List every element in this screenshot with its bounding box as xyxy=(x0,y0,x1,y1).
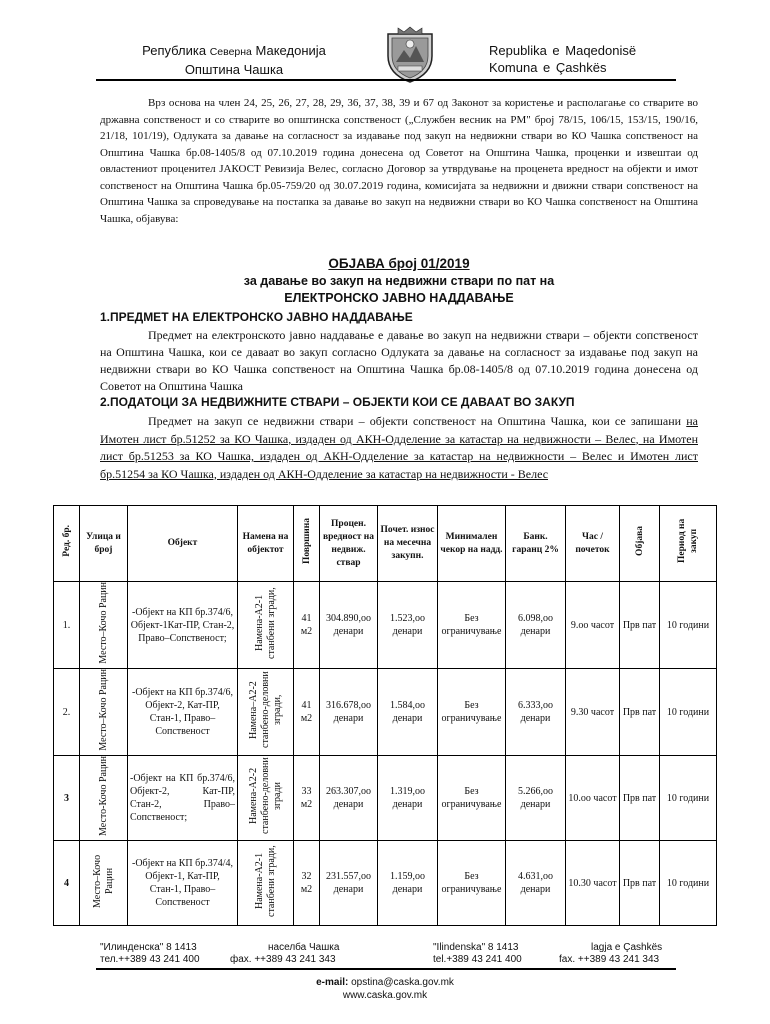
cell-no: 3 xyxy=(54,756,80,841)
municipality-name: Општина Чашка xyxy=(184,62,284,77)
cell-purpose: Намена–А2-2 станбено-деловни згради, xyxy=(238,669,294,756)
cell-hour: 9.оо часот xyxy=(566,582,620,669)
announcement-subtitle-2: ЕЛЕКТРОНСКО ЈАВНО НАДДАВАЊЕ xyxy=(284,291,514,305)
cell-min-step: Без ограничување xyxy=(438,669,506,756)
cell-purpose: Намена-А2-1 станбени згради, xyxy=(238,841,294,926)
cell-object: -Објект на КП бр.374/6, Објект-2, Кат-ПР, Стан-2, Право–Сопственост; xyxy=(128,756,238,841)
section-2-text-b: на Имотен лист бр.51252 за КО Чашка, издаден од АКН-Одделение за катастар на недвижности – Велес, на Имотен лист бр.51253 за КО Чашка, издаден од АКН-Одделение за катастар на недвижности – Велес и Имотен лист бр.51254 за КО Чашка, издаден од АКН-Одделение за катастар на недвижности - Велес xyxy=(100,414,698,481)
cell-initial: 1.159,оо денари xyxy=(378,841,438,926)
cell-object: -Објект на КП бр.374/6, Објект-1Кат-ПР, Стан-2, Право–Сопственост; xyxy=(128,582,238,669)
header-right xyxy=(489,42,636,76)
col-header-value: Процен. вредност на недвиж. ствар xyxy=(320,506,378,582)
footer-email xyxy=(0,977,770,988)
footer-tel-al: tel.+389 43 241 400 xyxy=(433,954,522,965)
footer-address-mk: "Илинденска" 8 1413 xyxy=(100,942,197,953)
objects-table xyxy=(53,505,717,926)
cell-value: 304.890,оо денари xyxy=(320,582,378,669)
col-header-area: Површина xyxy=(294,506,320,582)
section-2-text xyxy=(100,413,698,483)
footer-place-al: lagja e Çashkës xyxy=(591,942,663,953)
cell-area: 33 м2 xyxy=(294,756,320,841)
footer-website-link[interactable]: www.caska.gov.mk xyxy=(342,990,428,1001)
header-divider xyxy=(96,79,676,81)
col-header-no: Ред. бр. xyxy=(54,506,80,582)
country-name: Република xyxy=(142,43,207,58)
footer-address-al: "Ilindenska" 8 1413 xyxy=(433,942,519,953)
col-header-object: Објект xyxy=(128,506,238,582)
cell-purpose: Намена-А2-1 станбени згради, xyxy=(238,582,294,669)
cell-period: 10 години xyxy=(660,841,717,926)
footer-fax-mk: фах. ++389 43 241 343 xyxy=(230,954,336,965)
footer-divider xyxy=(96,968,676,970)
cell-announcement: Прв пат xyxy=(620,841,660,926)
section-2-heading: 2.ПОДАТОЦИ ЗА НЕДВИЖНИТЕ СТВАРИ – ОБЈЕКТИ КОИ СЕ ДАВААТ ВО ЗАКУП xyxy=(100,395,575,409)
cell-initial: 1.319,оо денари xyxy=(378,756,438,841)
cell-value: 316.678,оо денари xyxy=(320,669,378,756)
cell-guarantee: 5.266,оо денари xyxy=(506,756,566,841)
section-2-text-a: Предмет на закуп се недвижни ствари – објекти сопственост на Општина Чашка, кои се запишани xyxy=(148,414,687,428)
cell-no: 4 xyxy=(54,841,80,926)
cell-initial: 1.584,оо денари xyxy=(378,669,438,756)
cell-street: Место–Кочо Рацин xyxy=(80,841,128,926)
col-header-initial: Почет. износ на месечна закупн. xyxy=(378,506,438,582)
cell-area: 41 м2 xyxy=(294,669,320,756)
table-row xyxy=(54,841,717,926)
cell-period: 10 години xyxy=(660,756,717,841)
cell-no: 1. xyxy=(54,582,80,669)
cell-hour: 10.30 часот xyxy=(566,841,620,926)
cell-min-step: Без ограничување xyxy=(438,582,506,669)
cell-area: 41 м2 xyxy=(294,582,320,669)
announcement-subtitle: за давање во закуп на недвижни ствари по пат на xyxy=(243,274,555,288)
country-name-mk: Македонија xyxy=(255,43,326,58)
col-header-min-step: Минимален чекор на надд. xyxy=(438,506,506,582)
cell-object: -Објект на КП бр.374/4, Објект-1, Кат-ПР, Стан-1, Право–Сопственост xyxy=(128,841,238,926)
col-header-purpose: Намена на објектот xyxy=(238,506,294,582)
section-1-heading: 1.ПРЕДМЕТ НА ЕЛЕКТРОНСКО ЈАВНО НАДДАВАЊЕ xyxy=(100,310,413,324)
footer-fax-al: fax. ++389 43 241 343 xyxy=(559,954,660,965)
cell-period: 10 години xyxy=(660,669,717,756)
table-row xyxy=(54,582,717,669)
cell-announcement: Прв пат xyxy=(620,582,660,669)
announcement-title: ОБЈАВА број 01/2019 xyxy=(328,256,470,271)
col-header-hour: Час /почеток xyxy=(566,506,620,582)
municipality-name-al: Komuna e Çashkës xyxy=(489,60,607,75)
country-name-al: Republika e Maqedonisë xyxy=(489,43,637,58)
table-header-row xyxy=(54,506,717,582)
country-name-north: Северна xyxy=(209,46,252,58)
cell-object: -Објект на КП бр.374/6, Објект-2, Кат-ПР, Стан-1, Право–Сопственост xyxy=(128,669,238,756)
footer-place-mk: населба Чашка xyxy=(268,942,340,953)
cell-purpose: Намена-А2-2 станбено-деловни згради xyxy=(238,756,294,841)
col-header-street: Улица и број xyxy=(80,506,128,582)
cell-guarantee: 6.333,оо денари xyxy=(506,669,566,756)
cell-hour: 10.оо часот xyxy=(566,756,620,841)
cell-no: 2. xyxy=(54,669,80,756)
col-header-guarantee: Банк. гаранц 2% xyxy=(506,506,566,582)
cell-min-step: Без ограничување xyxy=(438,756,506,841)
cell-min-step: Без ограничување xyxy=(438,841,506,926)
cell-value: 263.307,оо денари xyxy=(320,756,378,841)
cell-value: 231.557,оо денари xyxy=(320,841,378,926)
cell-announcement: Прв пат xyxy=(620,669,660,756)
cell-hour: 9.30 часот xyxy=(566,669,620,756)
email-label: e-mail: xyxy=(316,977,349,988)
header-left xyxy=(118,42,350,78)
cell-initial: 1.523,оо денари xyxy=(378,582,438,669)
cell-period: 10 години xyxy=(660,582,717,669)
col-header-announcement: Објава xyxy=(620,506,660,582)
cell-street: Место–Кочо Рацин xyxy=(80,582,128,669)
cell-area: 32 м2 xyxy=(294,841,320,926)
col-header-period: Период на закуп xyxy=(660,506,717,582)
cell-street: Место-Кочо Рацин xyxy=(80,756,128,841)
footer-tel-mk: тел.++389 43 241 400 xyxy=(100,954,200,965)
table-row xyxy=(54,756,717,841)
cell-guarantee: 6.098,оо денари xyxy=(506,582,566,669)
section-1-text: Предмет на електронското јавно наддавање е давање во закуп на недвижни ствари – објекти сопственост на Општина Чашка, кои се даваат во закуп согласно Одлуката за давање на согласност за издавање под закуп на недвижни ствари во КО Чашка сопственост на Општина Чашка бр.08-1405/8 од 07.10.2019 година донесена од Советот на Општина Чашка xyxy=(100,328,698,393)
intro-paragraph: Врз основа на член 24, 25, 26, 27, 28, 29, 36, 37, 38, 39 и 67 од Законот за користење и располагање со стварите во државна сопственост и со стварите во општинска сопственост („Службен весник на РМ" број 78/15, 106/15, 153/15, 190/16, 21/18, 101/19), Одлуката за давање на согласност за издавање под закуп на недвижни ствари во КО Чашка сопственост на Општина Чашка бр.08-1405/8 од 07.10.2019 година донесена од Советот на Општина Чашка, проценки и извештаи од овластениот проценител ЈАКОСТ Ревизија Велес, согласно Договор за утврдување на проценета вредност на објекти и имот сопственост на Општина Чашка бр.05-759/20 од 30.07.2019 година, комисијата за недвижни и движни ствари сопственост на Општина Чашка за спроведување на постапка за давање во закуп на недвижни ствари во КО Чашка сопственост на Општина Чашка, објавува: xyxy=(100,97,698,225)
municipality-crest-icon xyxy=(384,26,436,84)
cell-street: Место–Кочо Рацин xyxy=(80,669,128,756)
table-row xyxy=(54,669,717,756)
cell-guarantee: 4.631,оо денари xyxy=(506,841,566,926)
email-link[interactable]: opstina@caska.gov.mk xyxy=(351,977,454,988)
cell-announcement: Прв пат xyxy=(620,756,660,841)
